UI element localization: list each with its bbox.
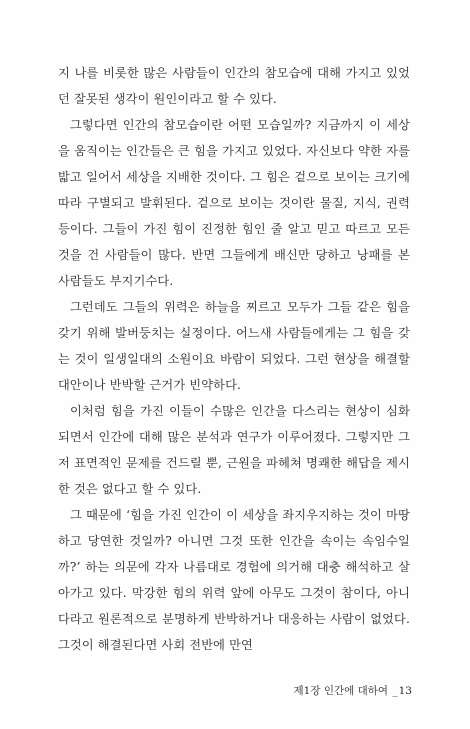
paragraph: 그런데도 그들의 위력은 하늘을 찌르고 모두가 그들 같은 힘을 갖기 위해 발버둥치는 실정이다. 어느새 사람들에게는 그 힘을 갖는 것이 일생일대의 소원이요 바람이 되었다. 그런 현상을 해결할 대안이나 반박할 근거가 빈약하다. bbox=[58, 300, 410, 392]
page-footer bbox=[294, 683, 412, 698]
paragraph: 이처럼 힘을 가진 이들이 수많은 인간을 다스리는 현상이 심화되면서 인간에 대해 많은 분석과 연구가 이루어졌다. 그렇지만 그저 표면적인 문제를 건드릴 뿐, 근원을 파헤쳐 명쾌한 해답을 제시한 것은 없다고 할 수 있다. bbox=[58, 404, 410, 496]
page-number: 13 bbox=[398, 685, 412, 697]
paragraph: 그 때문에 ‘힘을 가진 인간이 이 세상을 좌지우지하는 것이 마땅하고 당연한 것일까? 아니면 그것 또한 인간을 속이는 속임수일까?’ 하는 의문에 각자 나름대로 경험에 의거해 대충 해석하고 살아가고 있다. 막강한 힘의 위력 앞에 아무도 그것이 참이다, 아니다라고 원론적으로 분명하게 반박하거나 대응하는 사람이 없었다. 그것이 해결된다면 사회 전반에 만연 bbox=[58, 508, 410, 652]
footer-separator: _ bbox=[392, 685, 398, 697]
paragraph: 그렇다면 인간의 참모습이란 어떤 모습일까? 지금까지 이 세상을 움직이는 인간들은 큰 힘을 가지고 있었다. 자신보다 약한 자를 밟고 일어서 세상을 지배한 것이다. 그 힘은 겉으로 보이는 크기에 따라 구별되고 발휘된다. 겉으로 보이는 것이란 물질, 지식, 권력 등이다. 그들이 가진 힘이 진정한 힘인 줄 알고 믿고 따르고 모든 것을 건 사람들이 많다. 반면 그들에게 배신만 당하고 낭패를 본 사람들도 부지기수다. bbox=[58, 118, 410, 288]
paragraph: 지 나를 비롯한 많은 사람들이 인간의 참모습에 대해 가지고 있었던 잘못된 생각이 원인이라고 할 수 있다. bbox=[58, 66, 410, 106]
body-text bbox=[58, 60, 410, 658]
chapter-title: 제1장 인간에 대하여 bbox=[293, 685, 389, 697]
